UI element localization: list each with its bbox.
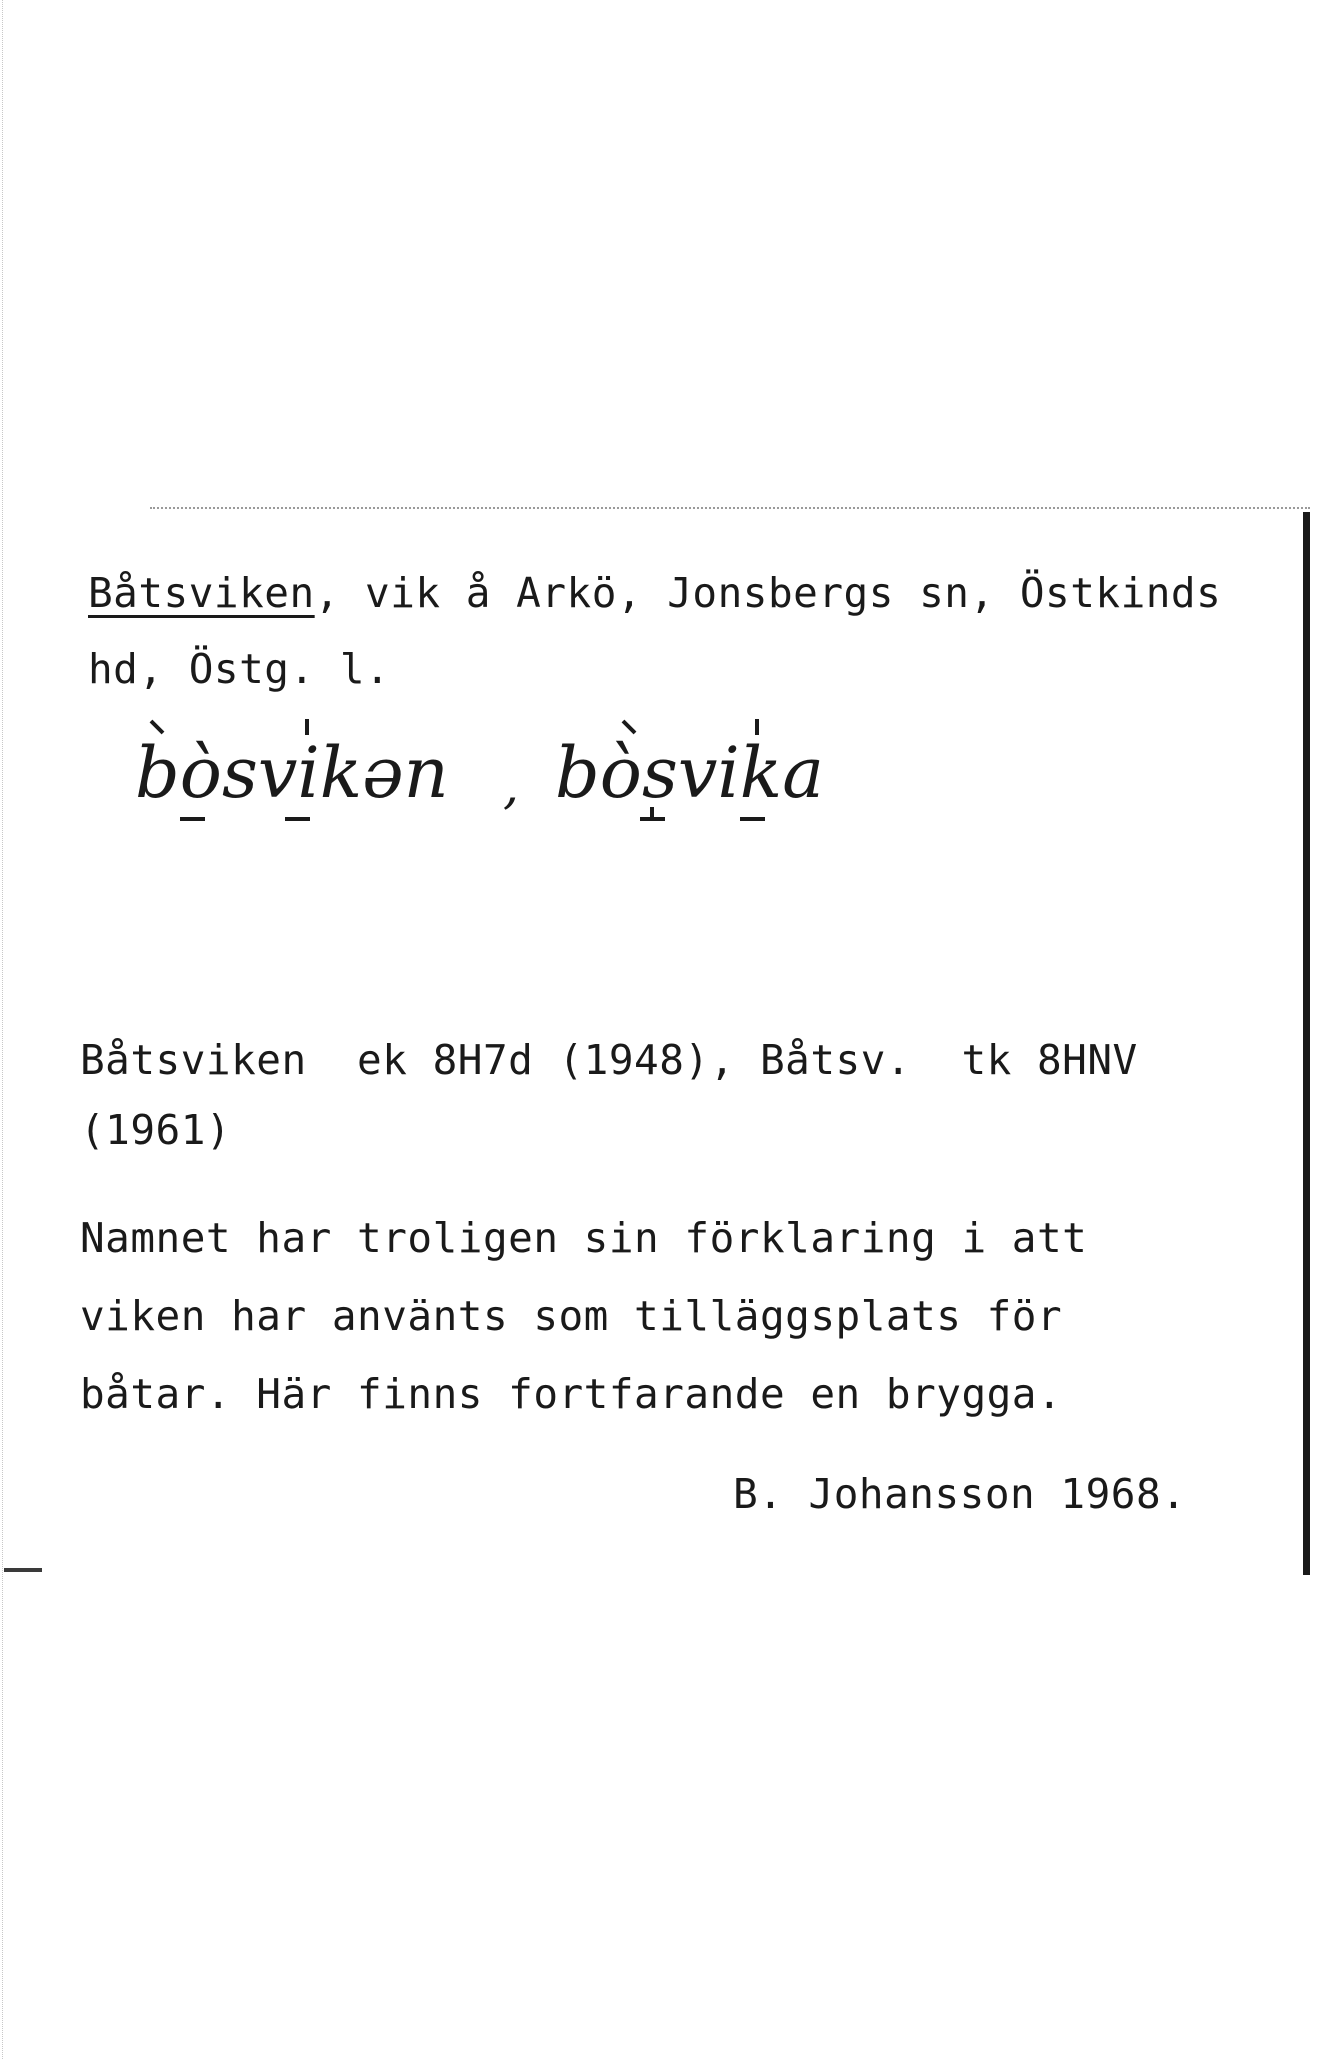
body-line-2: viken har använts som tilläggsplats för	[80, 1292, 1063, 1340]
card-top-edge	[150, 507, 1310, 509]
pronunciation-handwriting	[135, 715, 895, 845]
place-name: Båtsviken	[88, 569, 315, 617]
scan-edge-left	[2, 0, 3, 2059]
heading-line-1	[88, 569, 1222, 617]
sources-line-1: Båtsviken ek 8H7d (1948), Båtsv. tk 8HNV	[80, 1036, 1138, 1084]
body-line-3: båtar. Här finns fortfarande en brygga.	[80, 1370, 1063, 1418]
pronunciation-separator: ,	[503, 757, 519, 815]
sources-line-2: (1961)	[80, 1106, 232, 1154]
heading-line-2: hd, Östg. l.	[88, 645, 391, 693]
pronunciation-1: bòsvikən	[135, 732, 449, 814]
heading-description: , vik å Arkö, Jonsbergs sn, Östkinds	[314, 569, 1222, 617]
card-right-edge	[1303, 512, 1310, 1575]
scan-mark	[4, 1568, 42, 1572]
body-line-1: Namnet har troligen sin förklaring i att	[80, 1214, 1088, 1262]
signature: B. Johansson 1968.	[733, 1470, 1187, 1518]
pronunciation-2: bòsvika	[555, 732, 824, 814]
